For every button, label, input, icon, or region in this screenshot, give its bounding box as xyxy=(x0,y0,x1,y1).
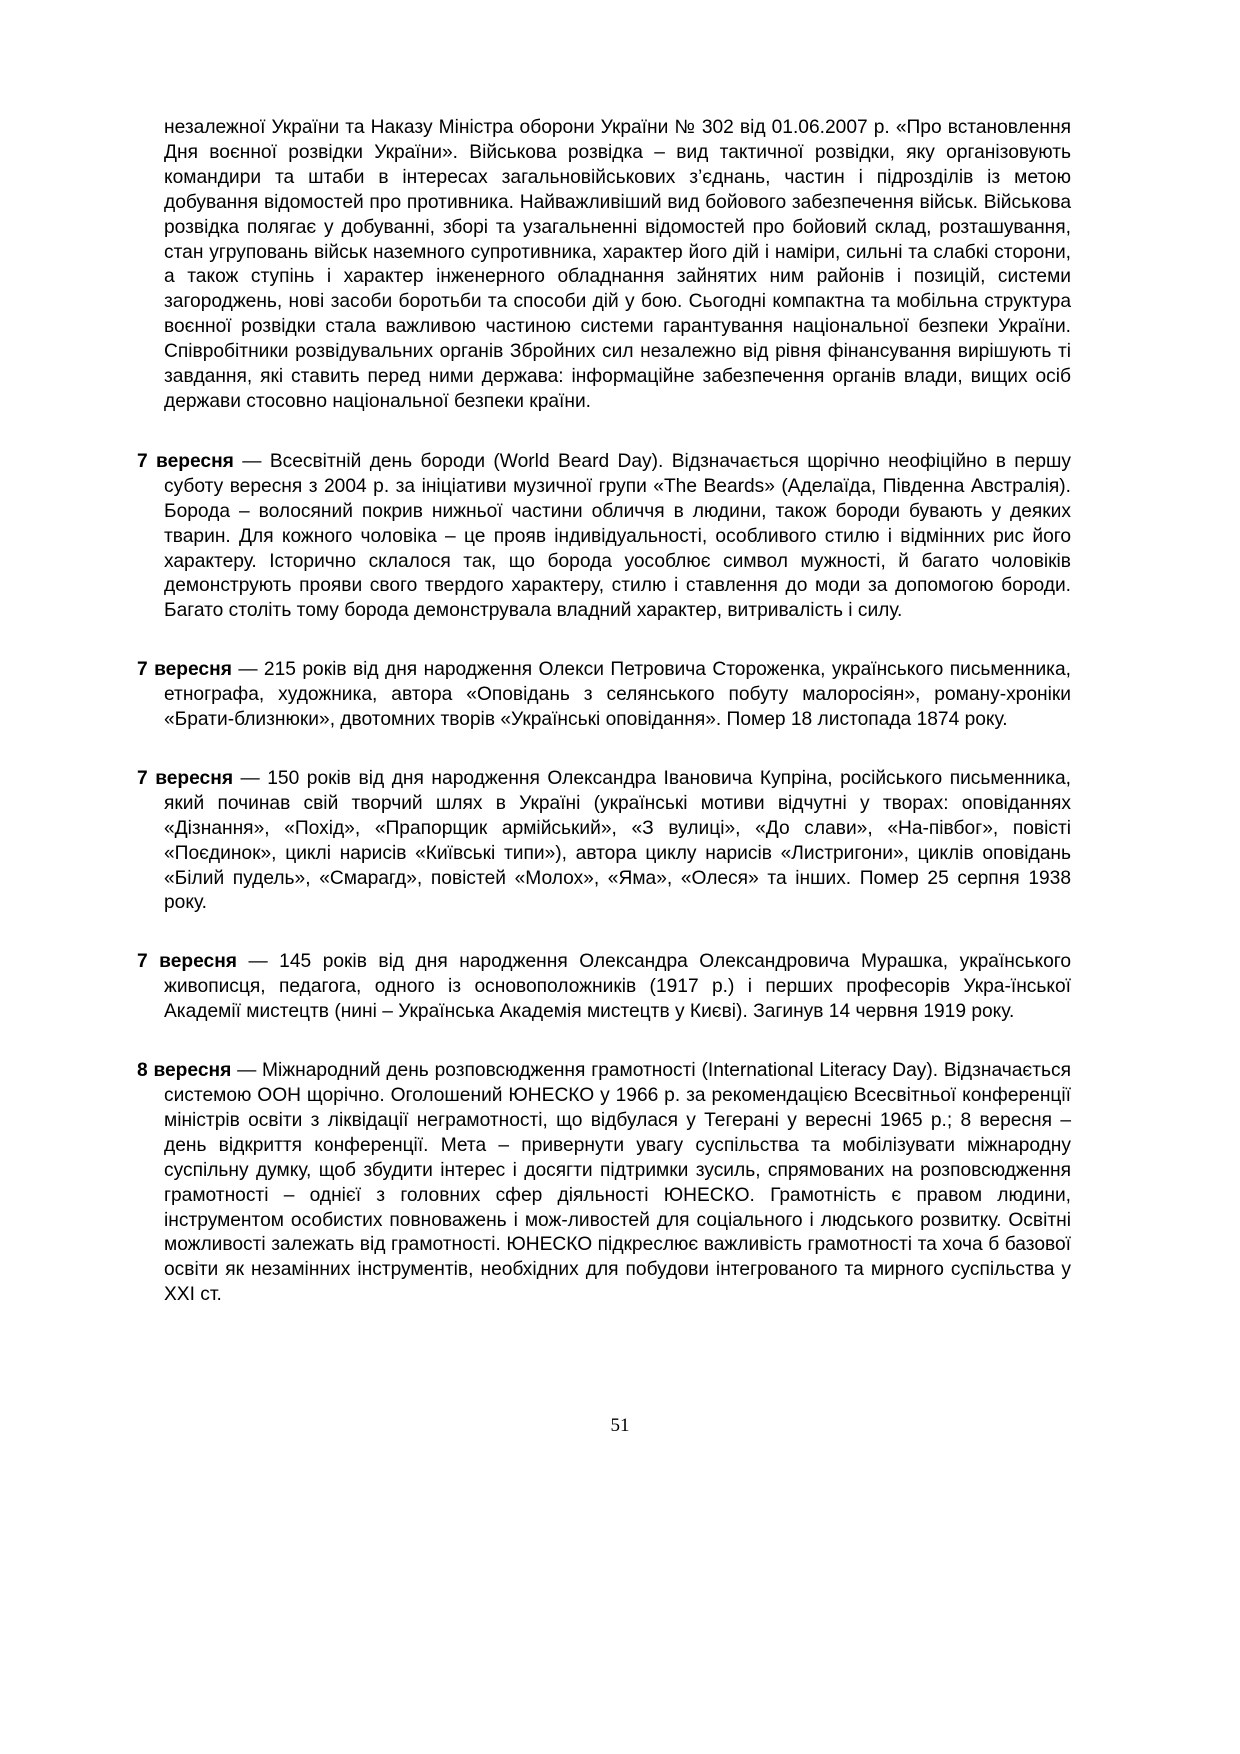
calendar-entry xyxy=(137,767,1071,916)
entry-date: 7 вересня xyxy=(137,767,234,789)
entry-text: — 150 років від дня народження Олександра Івановича Купріна, російського письменника, який починав свій творчий шлях в Україні (українські мотиви відчутні у творах: оповіданнях «Дізнання», «Похід», «Прапорщик армійський», «З вулиці», «До слави», «На-півбог», повісті «Поєдинок», циклі нарисів «Київські типи»), автора циклу нарисів «Листригони», циклів оповідань «Білий пудель», «Смарагд», повістей «Молох», «Яма», «Олеся» та інших. Помер 25 серпня 1938 року. xyxy=(164,767,1071,914)
page-number: 51 xyxy=(610,1415,630,1436)
entry-date: 7 вересня xyxy=(137,659,232,681)
intro-paragraph: незалежної України та Наказу Міністра оборони України № 302 від 01.06.2007 р. «Про встановлення Дня воєнної розвідки України». Військова розвідка – вид тактичної розвідки, яку організовують командири та штаби в інтересах загальновійськових з’єднань, частин і підрозділів із метою добування відомостей про противника. Найважливіший вид бойового забезпечення військ. Військова розвідка полягає у добуванні, зборі та узагальненні відомостей про бойовий склад, розташування, стан угруповань військ наземного супротивника, характер його дій і наміри, сильні та слабкі сторони, а також ступінь і характер інженерного обладнання зайнятих ним районів і позицій, системи загороджень, нові засоби боротьби та способи дій у бою. Сьогодні компактна та мобільна структура воєнної розвідки стала важливою частиною системи гарантування національної безпеки України. Співробітники розвідувальних органів Збройних сил незалежно від рівня фінансування вирішують ті завдання, які ставить перед ними держава: інформаційне забезпечення органів влади, вищих осіб держави стосовно національної безпеки країни. xyxy=(164,117,1071,412)
entry-date: 7 вересня xyxy=(137,450,234,472)
entry-date: 8 вересня xyxy=(137,1060,232,1082)
entry-text: — Міжнародний день розповсюдження грамотності (International Literacy Day). Відзначається системою ООН щорічно. Оголошений ЮНЕСКО у 1966 р. за рекомендацією Всесвітньої конференції міністрів освіти з ліквідації неграмотності, що відбулася у Тегерані у вересні 1965 р.; 8 вересня – день відкриття конференції. Мета – привернути увагу суспільства та мобілізувати міжнародну суспільну думку, щоб збудити інтерес і досягти підтримки зусиль, спрямованих на розповсюдження грамотності – однієї з головних сфер діяльності ЮНЕСКО. Грамотність є правом людини, інструментом особистих повноважень і мож-ливостей для соціального і людського розвитку. Освітні можливості залежать від грамотності. ЮНЕСКО підкреслює важливість грамотності та хоча б базової освіти як незамінних інструментів, необхідних для побудови інтегрованого та мирного суспільства у XXI ст. xyxy=(164,1060,1071,1306)
entry-text: — 145 років від дня народження Олександра Олександровича Мурашка, українського живописця, педагога, одного із основоположників (1917 р.) і перших професорів Укра-їнської Академії мистецтв (нині – Українська Академія мистецтв у Києві). Загинув 14 червня 1919 року. xyxy=(164,951,1071,1023)
entry-date: 7 вересня xyxy=(137,951,237,973)
calendar-entry xyxy=(137,450,1071,624)
calendar-entry xyxy=(137,950,1071,1025)
entry-text: — Всесвітній день бороди (World Beard Day). Відзначається щорічно неофіційно в першу суботу вересня з 2004 р. за ініціативи музичної групи «The Beards» (Аделаїда, Південна Австралія). Борода – волосяний покрив нижньої частини обличчя в людини, також бороди бувають у деяких тварин. Для кожного чоловіка – це прояв індивідуальності, особливого стилю і відмінних рис його характеру. Історично склалося так, що борода уособлює символ мужності, й багато чоловіків демонструють прояви свого твердого характеру, стилю і ставлення до моди за допомогою бороди. Багато століть тому борода демонструвала владний характер, витривалість і силу. xyxy=(164,450,1071,622)
entry-text: — 215 років від дня народження Олекси Петровича Стороженка, українського письменника, етнографа, художника, автора «Оповідань з селянського побуту малоросіян», роману-хроніки «Брати-близнюки», двотомних творів «Українські оповідання». Помер 18 листопада 1874 року. xyxy=(164,659,1071,731)
page-content xyxy=(137,116,1071,1342)
calendar-entry xyxy=(137,1059,1071,1308)
calendar-entry xyxy=(137,658,1071,733)
